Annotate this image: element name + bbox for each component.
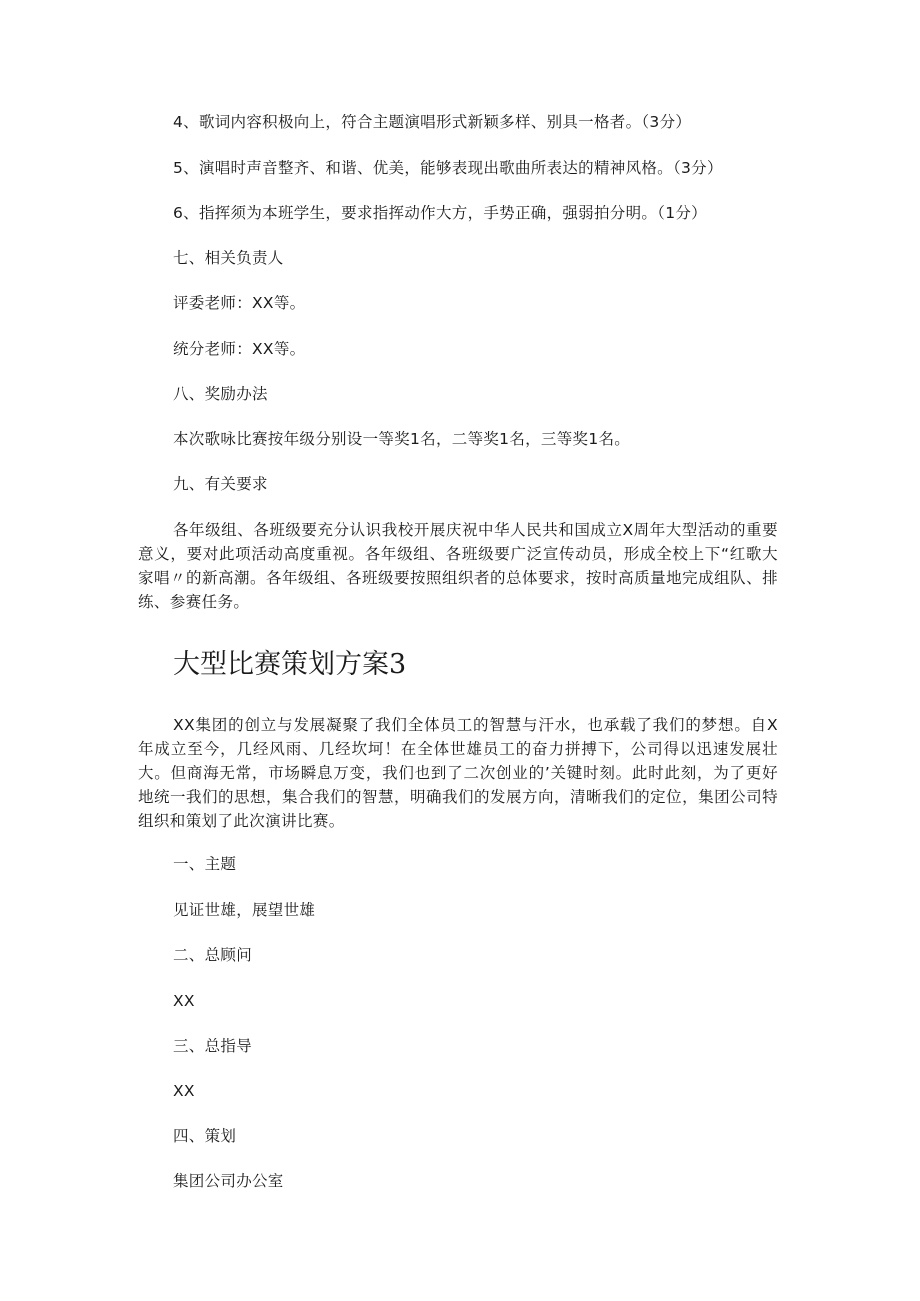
criterion-4: 4、歌词内容积极向上，符合主题演唱形式新颖多样、别具一格者。（3分）	[173, 113, 692, 131]
requirements-heading: 九、有关要求	[173, 475, 268, 493]
theme-text: 见证世雄，展望世雄	[173, 901, 316, 919]
scorers-line: 统分老师：XX等。	[173, 340, 306, 358]
judges-line: 评委老师：XX等。	[173, 294, 306, 312]
advisor-heading: 二、总顾问	[173, 946, 253, 964]
intro-paragraph: XX集团的创立与发展凝聚了我们全体员工的智慧与汗水，也承载了我们的梦想。自X年成立至今，几经风雨、几经坎坷！在全体世雄员工的奋力拼搏下，公司得以迅速发展壮大。但商海无常，市场瞬息万变，我们也到了二次创业的’关键时刻。此时此刻，为了更好地统一我们的思想，集合我们的智慧，明确我们的发展方向，清晰我们的定位，集团公司特组织和策划了此次演讲比赛。	[138, 716, 778, 830]
requirements-paragraph: 各年级组、各班级要充分认识我校开展庆祝中华人民共和国成立X周年大型活动的重要意义，要对此项活动高度重视。各年级组、各班级要广泛宣传动员，形成全校上下“红歌大家唱〃的新高潮。各年级组、各班级要按照组织者的总体要求，按时高质量地完成组队、排练、参赛任务。	[138, 521, 778, 611]
section-title: 大型比赛策划方案3	[173, 649, 407, 680]
planner-text: 集团公司办公室	[173, 1172, 284, 1190]
theme-heading: 一、主题	[173, 855, 237, 873]
criterion-6: 6、指挥须为本班学生，要求指挥动作大方，手势正确，强弱拍分明。（1分）	[173, 204, 707, 222]
director-heading: 三、总指导	[173, 1037, 253, 1055]
awards-heading: 八、奖励办法	[173, 385, 268, 403]
director-text: XX	[173, 1082, 195, 1100]
advisor-text: XX	[173, 992, 195, 1010]
criterion-5: 5、演唱时声音整齐、和谐、优美，能够表现出歌曲所表达的精神风格。（3分）	[173, 159, 723, 177]
awards-text: 本次歌咏比赛按年级分别设一等奖1名，二等奖1名，三等奖1名。	[173, 430, 631, 448]
responsible-heading: 七、相关负责人	[173, 249, 284, 267]
planner-heading: 四、策划	[173, 1127, 237, 1145]
